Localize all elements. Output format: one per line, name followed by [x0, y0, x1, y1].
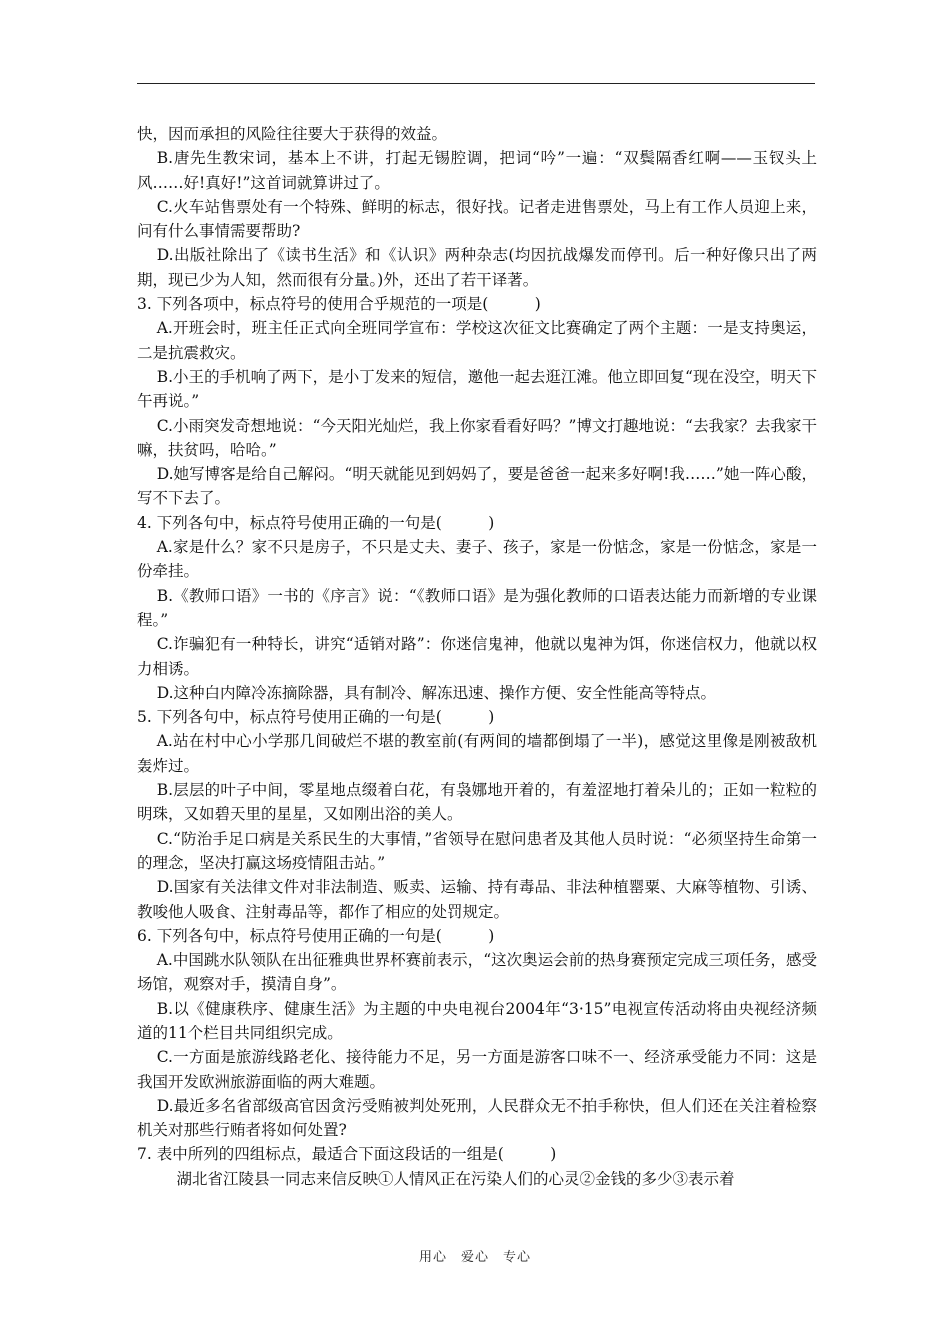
paragraph: C.“防治手足口病是关系民生的大事情，”省领导在慰问患者及其他人员时说：“必须坚持生命第一的理念，坚决打赢这场疫情阻击站。”: [137, 829, 817, 872]
paragraph: 7. 表中所列的四组标点，最适合下面这段话的一组是( ): [137, 1145, 557, 1164]
paragraph: B.《教师口语》一书的《序言》说：“《教师口语》是为强化教师的口语表达能力而新增的专业课程。”: [137, 586, 817, 629]
paragraph: D.她写博客是给自己解闷。“明天就能见到妈妈了，要是爸爸一起来多好啊!我……”她一阵心酸，写不下去了。: [137, 465, 817, 508]
paragraph: 4. 下列各句中，标点符号使用正确的一句是( ): [137, 513, 495, 532]
paragraph: B.层层的叶子中间，零星地点缀着白花，有袅娜地开着的，有羞涩地打着朵儿的；正如一粒粒的明珠，又如碧天里的星星，又如刚出浴的美人。: [137, 781, 817, 824]
paragraph: 快，因而承担的风险往往要大于获得的效益。: [137, 125, 448, 143]
paragraph: A.中国跳水队领队在出征雅典世界杯赛前表示，“这次奥运会前的热身赛预定完成三项任务，感受场馆，观察对手，摸清自身”。: [137, 951, 817, 994]
paragraph: C.火车站售票处有一个特殊、鲜明的标志，很好找。记者走进售票处，马上有工作人员迎上来，问有什么事情需要帮助?: [137, 197, 817, 241]
paragraph: C.小雨突发奇想地说：“今天阳光灿烂，我上你家看看好吗？”博文打趣地说：“去我家？去我家干嘛，扶贫吗，哈哈。”: [137, 416, 817, 459]
paragraph: C.一方面是旅游线路老化、接待能力不足，另一方面是游客口味不一、经济承受能力不同：这是我国开发欧洲旅游面临的两大难题。: [137, 1048, 817, 1091]
paragraph: 6. 下列各句中，标点符号使用正确的一句是( ): [137, 926, 495, 945]
paragraph: D.出版社除出了《读书生活》和《认识》两种杂志(均因抗战爆发而停刊。后一种好像只出了两期，现已少为人知，然而很有分量。)外，还出了若干译著。: [137, 246, 817, 289]
header-rule: [137, 83, 815, 84]
paragraph: A.家是什么？家不只是房子，不只是丈夫、妻子、孩子，家是一份惦念，家是一份惦念，家是一份牵挂。: [137, 538, 817, 581]
paragraph: B.小王的手机响了两下，是小丁发来的短信，邀他一起去逛江滩。他立即回复“现在没空，明天下午再说。”: [137, 367, 817, 411]
paragraph: 5. 下列各句中，标点符号使用正确的一句是( ): [137, 708, 495, 727]
paragraph: C.诈骗犯有一种特长，讲究“适销对路”：你迷信鬼神，他就以鬼神为饵，你迷信权力，他就以权力相诱。: [137, 635, 817, 678]
paragraph: D.国家有关法律文件对非法制造、贩卖、运输、持有毒品、非法种植罂粟、大麻等植物、引诱、教唆他人吸食、注射毒品等，都作了相应的处罚规定。: [137, 878, 817, 921]
page-footer: 用心 爱心 专心: [418, 1250, 531, 1265]
paragraph: D.这种白内障冷冻摘除器，具有制冷、解冻迅速、操作方便、安全性能高等特点。: [156, 683, 717, 702]
paragraph: B.以《健康秩序、健康生活》为主题的中央电视台2004年“3·15”电视宣传活动将由央视经济频道的11个栏目共同组织完成。: [137, 999, 817, 1042]
paragraph: 3. 下列各项中，标点符号的使用合乎规范的一项是( ): [137, 295, 541, 314]
paragraph: A.开班会时，班主任正式向全班同学宣布：学校这次征文比赛确定了两个主题：一是支持奥运，二是抗震救灾。: [137, 319, 817, 362]
paragraph: D.最近多名省部级高官因贪污受贿被判处死刑，人民群众无不拍手称快，但人们还在关注着检察机关对那些行贿者将如何处置?: [137, 1096, 817, 1140]
paragraph: A.站在村中心小学那几间破烂不堪的教室前(有两间的墙都倒塌了一半)，感觉这里像是刚被敌机轰炸过。: [137, 732, 817, 775]
paragraph: B.唐先生教宋词，基本上不讲，打起无锡腔调，把词“吟”一遍：“双鬓隔香红啊——玉钗头上风……好!真好!”这首词就算讲过了。: [137, 149, 817, 192]
paragraph: 湖北省江陵县一同志来信反映①人情风正在污染人们的心灵②金钱的多少③表示着: [176, 1169, 735, 1188]
document-body: [137, 122, 817, 1191]
